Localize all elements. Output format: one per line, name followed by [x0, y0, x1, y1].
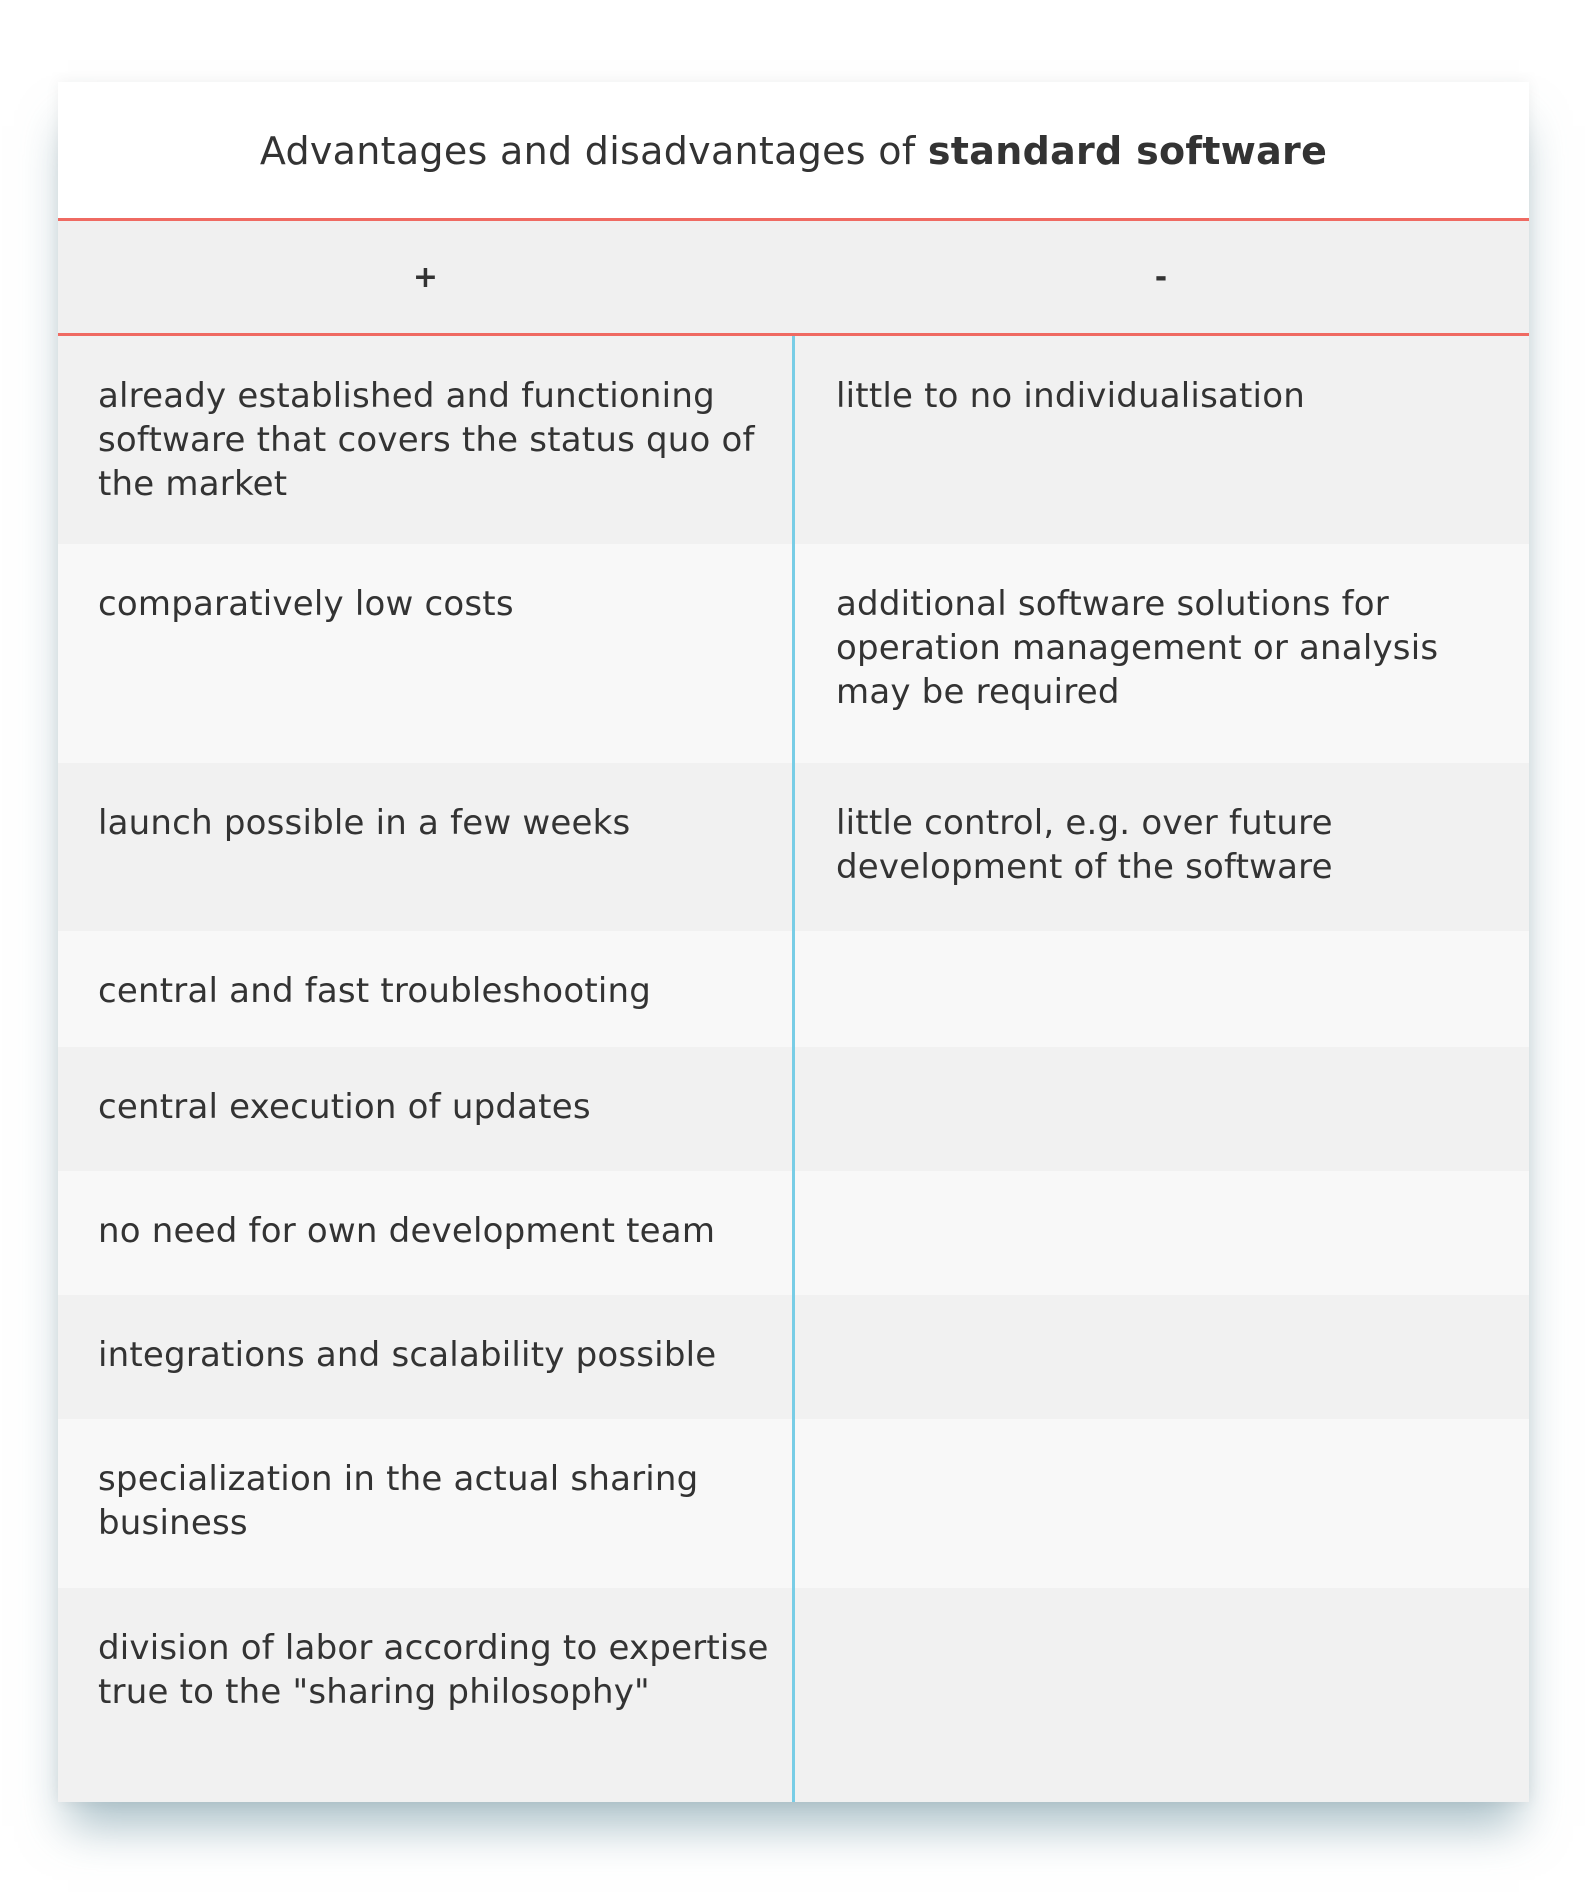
table-header [58, 218, 1529, 336]
advantage-cell: specialization in the actual sharing business [98, 1459, 699, 1543]
title-prefix: Advantages and disadvantages of [259, 129, 928, 173]
column-divider [792, 336, 795, 1802]
disadvantage-cell: little to no individualisation [836, 376, 1305, 416]
column-header-disadvantages: - [1154, 259, 1168, 295]
advantage-cell: division of labor according to expertise true to the "sharing philosophy" [98, 1628, 769, 1712]
advantage-cell: central and fast troubleshooting [98, 971, 652, 1011]
disadvantage-cell: little control, e.g. over future development of the software [836, 803, 1333, 887]
disadvantage-cell: additional software solutions for operation management or analysis may be required [836, 584, 1439, 712]
advantage-cell: central execution of updates [98, 1087, 591, 1127]
advantage-cell: already established and functioning software that covers the status quo of the market [98, 376, 755, 504]
advantage-cell: launch possible in a few weeks [98, 803, 631, 843]
table-title [58, 82, 1529, 220]
advantage-cell: integrations and scalability possible [98, 1335, 717, 1375]
advantage-cell: no need for own development team [98, 1211, 716, 1251]
column-header-advantages: + [412, 259, 439, 295]
title-emphasis: standard software [927, 129, 1328, 173]
advantage-cell: comparatively low costs [98, 584, 514, 624]
comparison-card [58, 82, 1529, 1802]
